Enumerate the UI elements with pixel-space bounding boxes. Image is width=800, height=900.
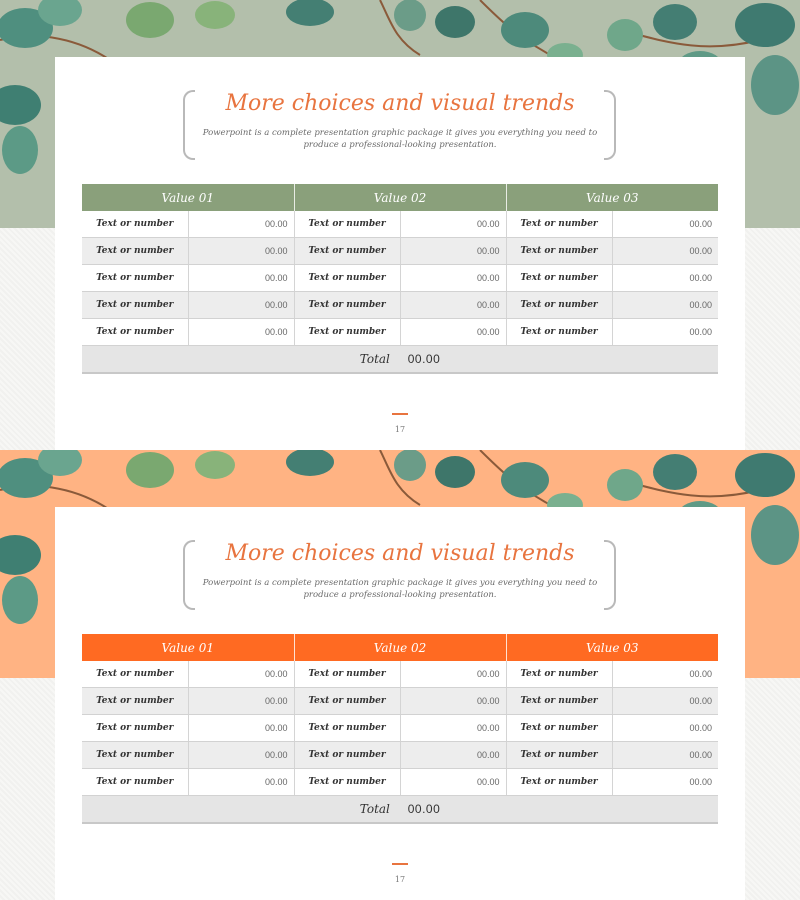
total-label: Total: [359, 802, 390, 816]
row-value: 00.00: [188, 211, 294, 238]
row-value: 00.00: [612, 265, 718, 292]
row-label: Text or number: [82, 661, 188, 688]
row-label: Text or number: [82, 715, 188, 742]
slide-subtitle: Powerpoint is a complete presentation graphic package it gives you everything you need to produce a professional-looking presentation.: [202, 128, 598, 150]
row-label: Text or number: [82, 688, 188, 715]
row-value: 00.00: [612, 688, 718, 715]
row-label: Text or number: [294, 238, 400, 265]
page-number-dash: [392, 413, 408, 415]
row-label: Text or number: [82, 769, 188, 796]
page-number: 17: [394, 875, 406, 884]
row-value: 00.00: [188, 715, 294, 742]
row-label: Text or number: [506, 238, 612, 265]
row-value: 00.00: [400, 211, 506, 238]
row-value: 00.00: [400, 238, 506, 265]
row-label: Text or number: [294, 292, 400, 319]
row-value: 00.00: [400, 715, 506, 742]
slide-2: [0, 450, 800, 900]
slide-title: More choices and visual trends: [225, 541, 575, 566]
row-value: 00.00: [612, 292, 718, 319]
row-label: Text or number: [82, 211, 188, 238]
row-label: Text or number: [294, 319, 400, 346]
values-table: [82, 634, 718, 824]
header-value-02: Value 02: [294, 634, 506, 661]
row-value: 00.00: [400, 742, 506, 769]
table-header-row: [82, 184, 718, 211]
row-label: Text or number: [82, 292, 188, 319]
row-label: Text or number: [294, 715, 400, 742]
table-row: [82, 319, 718, 346]
row-label: Text or number: [294, 661, 400, 688]
page-number-dash: [392, 863, 408, 865]
row-label: Text or number: [506, 715, 612, 742]
total-cell: [82, 796, 718, 824]
values-table: [82, 184, 718, 374]
slide-subtitle: Powerpoint is a complete presentation graphic package it gives you everything you need to produce a professional-looking presentation.: [202, 578, 598, 600]
row-label: Text or number: [294, 769, 400, 796]
row-value: 00.00: [400, 661, 506, 688]
table-total-row: [82, 796, 718, 824]
header-value-02: Value 02: [294, 184, 506, 211]
row-value: 00.00: [612, 715, 718, 742]
row-label: Text or number: [506, 769, 612, 796]
row-label: Text or number: [82, 319, 188, 346]
row-label: Text or number: [506, 319, 612, 346]
page-number: 17: [394, 425, 406, 434]
row-value: 00.00: [612, 661, 718, 688]
content-card: [55, 57, 745, 450]
row-value: 00.00: [400, 769, 506, 796]
row-label: Text or number: [506, 211, 612, 238]
row-value: 00.00: [612, 238, 718, 265]
row-label: Text or number: [294, 742, 400, 769]
row-value: 00.00: [188, 688, 294, 715]
row-value: 00.00: [400, 688, 506, 715]
table-header-row: [82, 634, 718, 661]
table-row: [82, 715, 718, 742]
table-row: [82, 238, 718, 265]
row-label: Text or number: [294, 688, 400, 715]
row-label: Text or number: [82, 742, 188, 769]
row-value: 00.00: [188, 265, 294, 292]
table-row: [82, 265, 718, 292]
table-row: [82, 688, 718, 715]
total-value: 00.00: [407, 802, 441, 816]
header-value-01: Value 01: [82, 184, 294, 211]
row-label: Text or number: [506, 265, 612, 292]
row-value: 00.00: [612, 211, 718, 238]
table-total-row: [82, 346, 718, 374]
row-label: Text or number: [294, 265, 400, 292]
row-value: 00.00: [188, 742, 294, 769]
row-label: Text or number: [506, 688, 612, 715]
total-value: 00.00: [407, 352, 441, 366]
row-value: 00.00: [188, 769, 294, 796]
row-value: 00.00: [400, 292, 506, 319]
row-label: Text or number: [82, 265, 188, 292]
table-row: [82, 742, 718, 769]
row-value: 00.00: [612, 742, 718, 769]
row-value: 00.00: [188, 238, 294, 265]
row-label: Text or number: [506, 742, 612, 769]
row-value: 00.00: [188, 661, 294, 688]
table-row: [82, 211, 718, 238]
row-label: Text or number: [294, 211, 400, 238]
row-label: Text or number: [82, 238, 188, 265]
row-value: 00.00: [400, 265, 506, 292]
table-row: [82, 661, 718, 688]
row-value: 00.00: [400, 319, 506, 346]
row-value: 00.00: [188, 292, 294, 319]
content-card: [55, 507, 745, 900]
table-row: [82, 292, 718, 319]
slide-title: More choices and visual trends: [225, 91, 575, 116]
row-value: 00.00: [612, 769, 718, 796]
header-value-03: Value 03: [506, 184, 718, 211]
table-row: [82, 769, 718, 796]
row-label: Text or number: [506, 661, 612, 688]
row-label: Text or number: [506, 292, 612, 319]
total-cell: [82, 346, 718, 374]
row-value: 00.00: [188, 319, 294, 346]
row-value: 00.00: [612, 319, 718, 346]
total-label: Total: [359, 352, 390, 366]
header-value-03: Value 03: [506, 634, 718, 661]
header-value-01: Value 01: [82, 634, 294, 661]
